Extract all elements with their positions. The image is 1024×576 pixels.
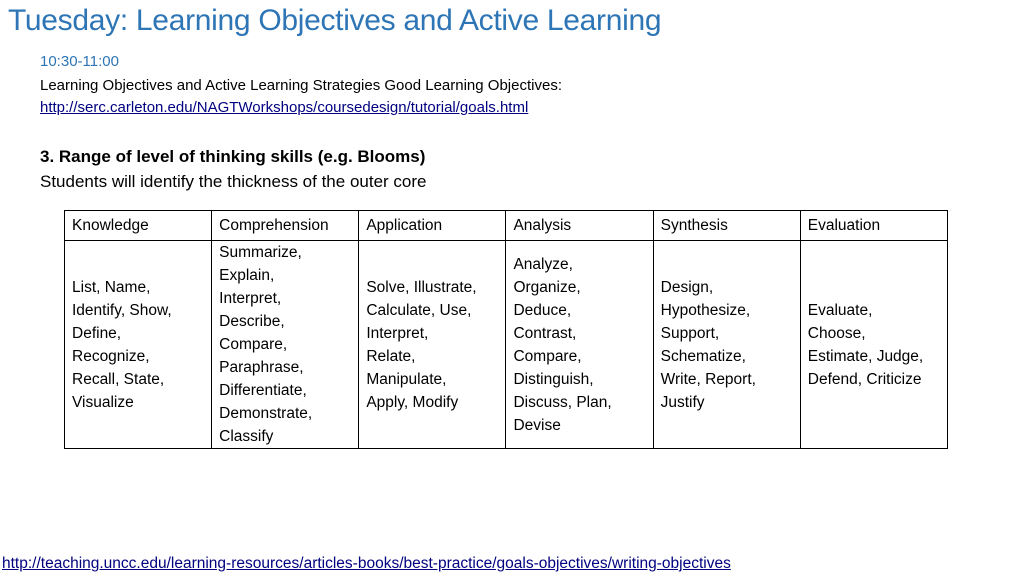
cell-line: Summarize, [219, 244, 302, 261]
cell-line: Deduce, [513, 301, 572, 319]
table-row [65, 241, 948, 449]
cell-line: Contrast, [513, 324, 577, 342]
header-knowledge: Knowledge [65, 211, 212, 241]
cell-line: Organize, [513, 278, 581, 296]
header-application: Application [359, 211, 506, 241]
cell-line: Compare, [219, 336, 288, 353]
cell-line: Analyze, [513, 255, 573, 273]
cell-line: Identify, Show, [72, 301, 172, 319]
table-header-row [65, 211, 948, 241]
cell-line: Visualize [72, 393, 134, 411]
cell-line: Write, Report, [660, 370, 756, 388]
goals-link[interactable]: http://serc.carleton.edu/NAGTWorkshops/coursedesign/tutorial/goals.html [40, 99, 529, 116]
cell-line: Estimate, Judge, [807, 347, 924, 365]
cell-line: Calculate, Use, [366, 301, 472, 319]
cell-line: Evaluate, [807, 301, 873, 319]
footer-link[interactable]: http://teaching.uncc.edu/learning-resources/articles-books/best-practice/goals-objectives/writing-objectives [2, 555, 731, 572]
cell-application [359, 241, 506, 449]
cell-line: Solve, Illustrate, [366, 278, 477, 296]
cell-line: Defend, Criticize [807, 370, 922, 388]
session-time: 10:30-11:00 [40, 53, 119, 70]
cell-line: Interpret, [219, 290, 282, 307]
cell-line: Explain, [219, 267, 275, 284]
cell-line: List, Name, [72, 278, 151, 296]
cell-line: Hypothesize, [660, 301, 751, 319]
blooms-table [64, 210, 948, 449]
cell-line: Justify [660, 393, 705, 411]
header-comprehension: Comprehension [212, 211, 359, 241]
cell-synthesis [653, 241, 800, 449]
cell-comprehension [212, 241, 359, 449]
cell-line: Apply, Modify [366, 393, 459, 411]
cell-line: Relate, [366, 347, 416, 365]
cell-evaluation [800, 241, 947, 449]
cell-line: Design, [660, 278, 714, 296]
header-evaluation: Evaluation [800, 211, 947, 241]
section-heading: 3. Range of level of thinking skills (e.g. Blooms) [40, 147, 426, 166]
cell-line: Manipulate, [366, 370, 447, 388]
cell-line: Compare, [513, 347, 582, 365]
cell-line: Discuss, Plan, [513, 393, 612, 411]
cell-line: Support, [660, 324, 720, 342]
cell-line: Recall, State, [72, 370, 165, 388]
cell-line: Describe, [219, 313, 285, 330]
session-description: Learning Objectives and Active Learning Strategies Good Learning Objectives: [40, 77, 562, 94]
cell-analysis [506, 241, 653, 449]
page-title: Tuesday: Learning Objectives and Active Learning [8, 4, 662, 37]
cell-line: Differentiate, [219, 382, 307, 399]
cell-line: Devise [513, 416, 561, 434]
cell-line: Schematize, [660, 347, 746, 365]
cell-line: Choose, [807, 324, 866, 342]
cell-line: Classify [219, 428, 274, 445]
cell-line: Distinguish, [513, 370, 594, 388]
cell-line: Interpret, [366, 324, 429, 342]
cell-line: Recognize, [72, 347, 150, 365]
cell-line: Define, [72, 324, 122, 342]
cell-line: Demonstrate, [219, 405, 313, 422]
header-synthesis: Synthesis [653, 211, 800, 241]
example-objective: Students will identify the thickness of the outer core [40, 172, 427, 191]
cell-line: Paraphrase, [219, 359, 304, 376]
header-analysis: Analysis [506, 211, 653, 241]
cell-knowledge [65, 241, 212, 449]
